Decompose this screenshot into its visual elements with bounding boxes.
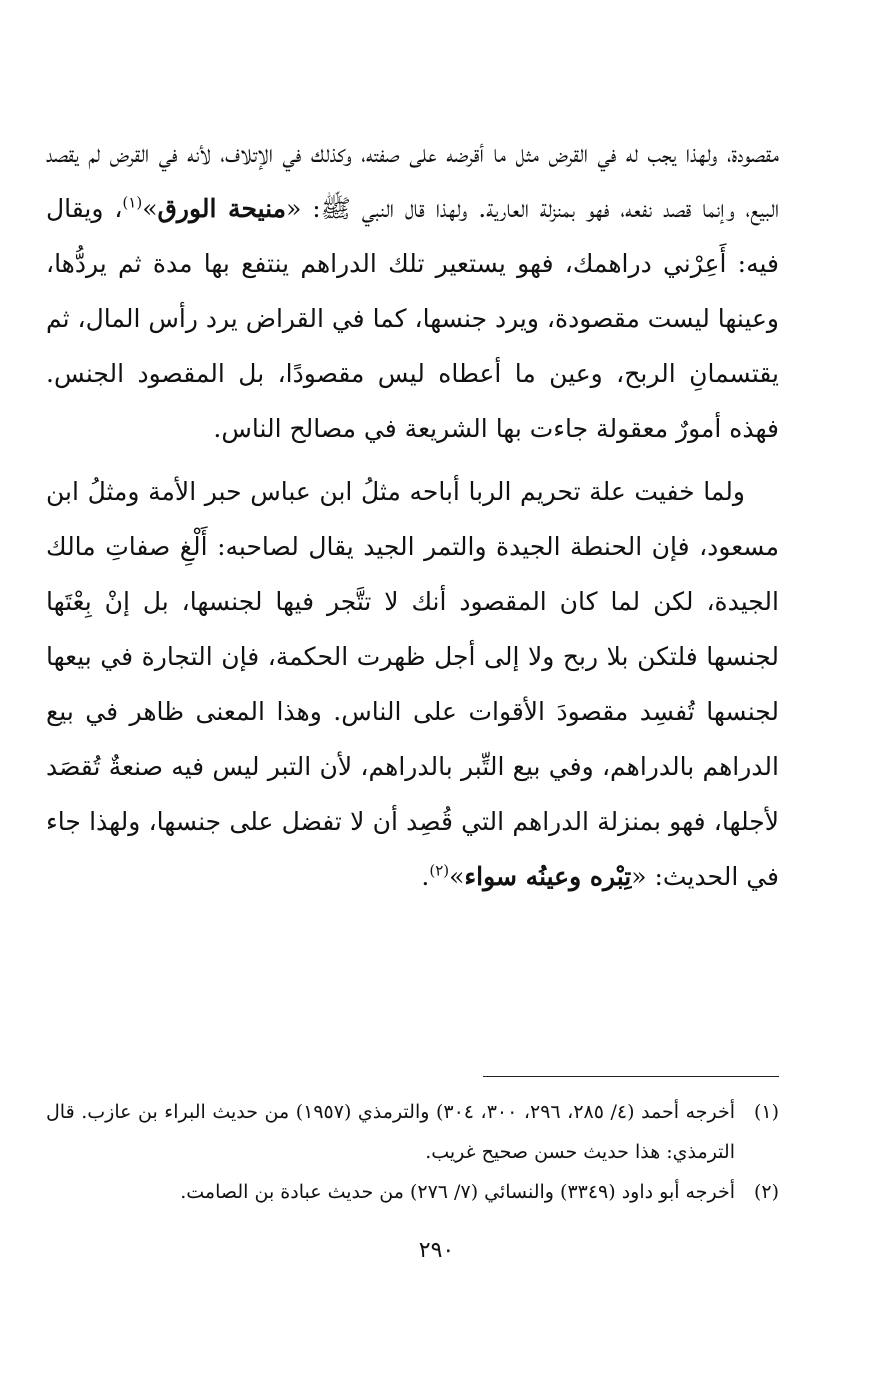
- footnote-1: [46, 1092, 779, 1172]
- footnote-1-marker: (١): [753, 1101, 779, 1123]
- footnote-separator: [483, 1076, 779, 1077]
- footnote-1-text: أخرجه أحمد (٤/ ٢٨٥، ٢٩٦، ٣٠٠، ٣٠٤) والترمذي (١٩٥٧) من حديث البراء بن عازب. قال الترمذي: هذا حديث حسن صحيح غريب.: [46, 1101, 736, 1163]
- footnote-ref-2: (٢): [429, 861, 450, 880]
- paragraph-1: [46, 126, 779, 456]
- footnote-2-marker: (٢): [753, 1181, 779, 1203]
- footnote-2-text: أخرجه أبو داود (٣٣٤٩) والنسائي (٧/ ٢٧٦) من حديث عبادة بن الصامت.: [180, 1181, 735, 1203]
- paragraph-2-text-a: ولما خفيت علة تحريم الربا أباحه مثلُ ابن عباس حبر الأمة ومثلُ ابن مسعود، فإن الحنطة الجيدة والتمر الجيد يقال لصاحبه: أَلْغِ صفاتِ مالك الجيدة، لكن لما كان المقصود أنك لا تتَّجر فيها لجنسها، بل إنْ بِعْتَها لجنسها فلتكن بلا ربح ولا إلى أجل ظهرت الحكمة، فإن التجارة في بيعها لجنسها تُفسِد مقصودَ الأقوات على الناس. وهذا المعنى ظاهر في بيع الدراهم بالدراهم، وفي بيع التِّبر بالدراهم، لأن التبر ليس فيه صنعةٌ تُقصَد لأجلها، فهو بمنزلة الدراهم التي قُصِد أن لا تفضل على جنسها، ولهذا جاء في الحديث: «: [46, 477, 779, 891]
- page-number: ٢٩٠: [418, 1238, 455, 1263]
- hadith-quote-2: تِبْره وعينُه سواء: [464, 862, 632, 891]
- main-text: [46, 126, 779, 904]
- footnote-ref-1: (١): [122, 193, 143, 212]
- paragraph-1-text-a: مقصودة، ولهذا يجب له في القرض مثل ما أقرضه على صفته، وكذلك في الإتلاف، لأنه في القرض لم يقصد البيع، وإنما قصد نفعه، فهو بمنزلة العارية. ولهذا قال النبي ﷺ: «: [46, 139, 779, 223]
- footnotes: [46, 1092, 779, 1212]
- paragraph-2-text-b: »: [449, 862, 465, 891]
- paragraph-1-text-b: »: [142, 194, 158, 223]
- paragraph-1-text-c: ، ويقال فيه: أَعِرْني دراهمك، فهو يستعير تلك الدراهم ينتفع بها مدة ثم يردُّها، وعينها ليست مقصودة، ويرد جنسها، كما في القراض يرد رأس المال، ثم يقتسمانِ الربح، وعين ما أعطاه ليس مقصودًا، بل المقصود الجنس. فهذه أمورٌ معقولة جاءت بها الشريعة في مصالح الناس.: [46, 194, 779, 443]
- paragraph-2: [46, 464, 779, 904]
- paragraph-2-text-c: .: [421, 862, 430, 891]
- hadith-quote-1: منيحة الورق: [157, 194, 287, 223]
- footnote-2: [46, 1172, 779, 1212]
